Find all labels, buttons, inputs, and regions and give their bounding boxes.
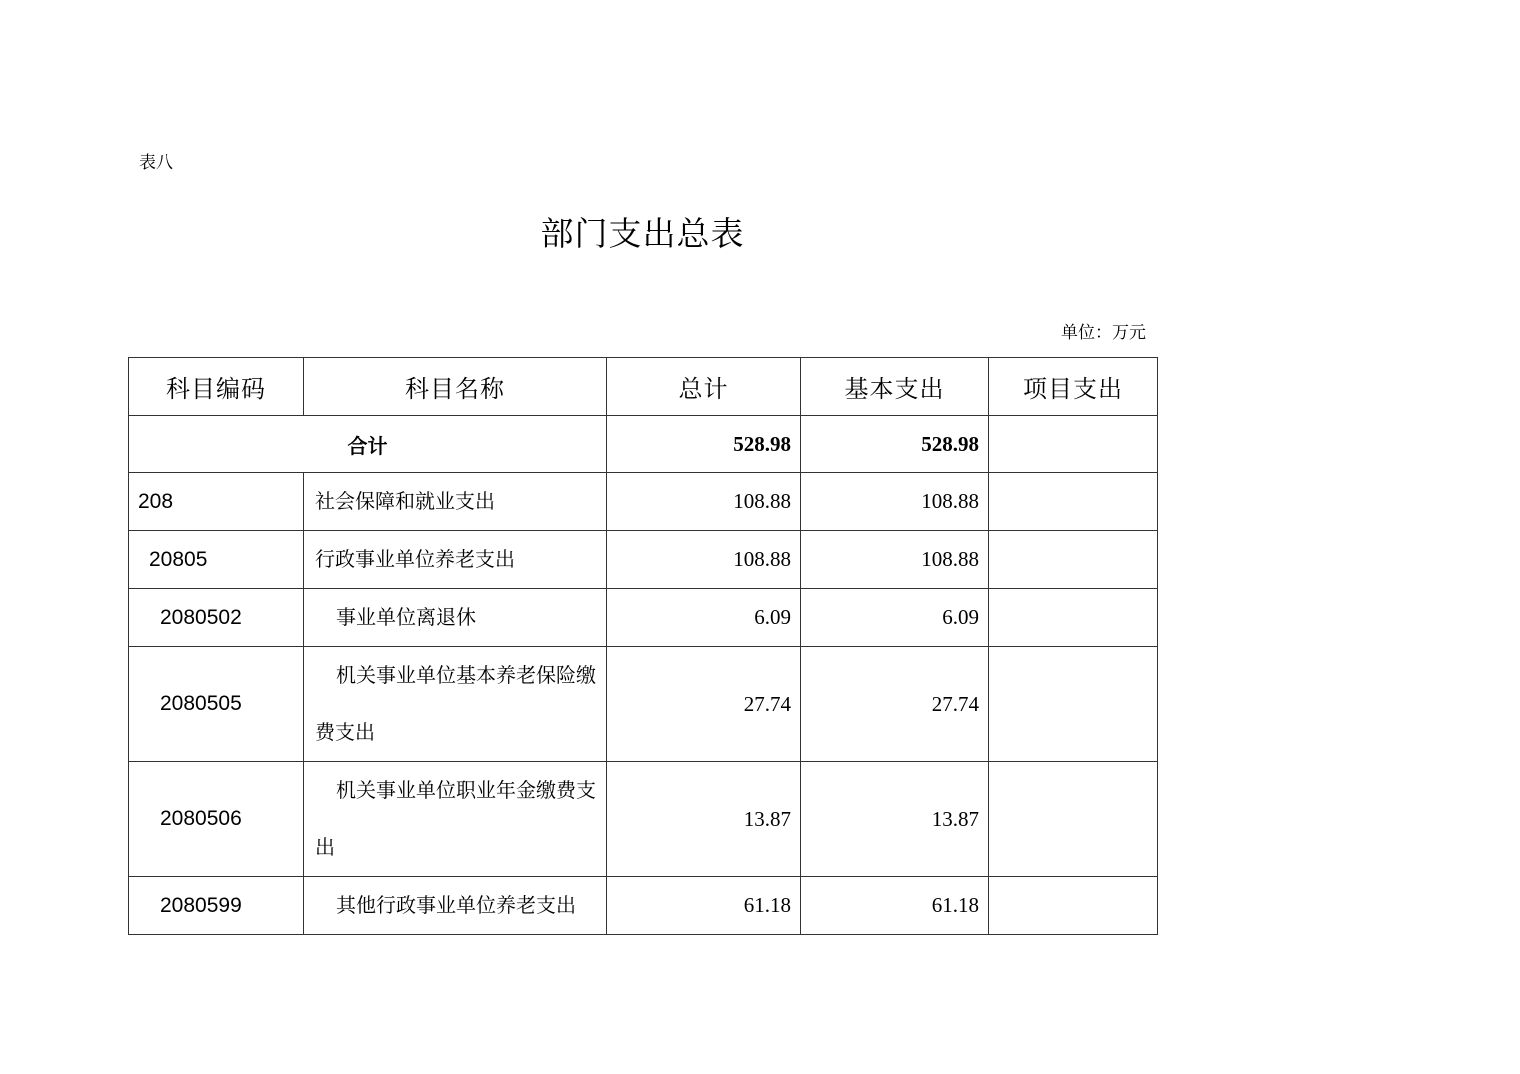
subject-name-cell: 行政事业单位养老支出 — [304, 531, 607, 589]
subject-code-cell: 20805 — [129, 531, 304, 589]
page-title: 部门支出总表 — [540, 214, 745, 253]
table-row — [129, 877, 1158, 935]
header-subject-name: 科目名称 — [304, 358, 607, 416]
project-cell — [989, 647, 1158, 762]
table-number: 表八 — [139, 153, 173, 173]
basic-cell: 61.18 — [801, 877, 989, 935]
total-cell: 6.09 — [607, 589, 801, 647]
table-header-row — [129, 358, 1158, 416]
table-row — [129, 647, 1158, 762]
table-row — [129, 589, 1158, 647]
total-label: 合计 — [129, 416, 607, 473]
header-total: 总计 — [607, 358, 801, 416]
subject-name-cell: 其他行政事业单位养老支出 — [304, 877, 607, 935]
project-cell — [989, 473, 1158, 531]
unit-label: 单位：万元 — [1061, 323, 1146, 343]
basic-cell: 108.88 — [801, 531, 989, 589]
subject-code-cell: 2080502 — [129, 589, 304, 647]
basic-cell: 6.09 — [801, 589, 989, 647]
header-basic-expenditure: 基本支出 — [801, 358, 989, 416]
subject-name-cell: 机关事业单位职业年金缴费支出 — [304, 762, 607, 877]
table-row — [129, 473, 1158, 531]
expenditure-table — [128, 357, 1158, 935]
total-cell: 108.88 — [607, 531, 801, 589]
subject-code-cell: 208 — [129, 473, 304, 531]
subject-code-cell: 2080506 — [129, 762, 304, 877]
total-cell: 61.18 — [607, 877, 801, 935]
subject-name-cell: 事业单位离退休 — [304, 589, 607, 647]
table-row — [129, 762, 1158, 877]
project-cell — [989, 762, 1158, 877]
header-project-expenditure: 项目支出 — [989, 358, 1158, 416]
basic-cell: 13.87 — [801, 762, 989, 877]
total-cell: 108.88 — [607, 473, 801, 531]
total-total-value: 528.98 — [607, 416, 801, 473]
project-cell — [989, 531, 1158, 589]
total-project-value — [989, 416, 1158, 473]
total-basic-value: 528.98 — [801, 416, 989, 473]
subject-name-cell: 机关事业单位基本养老保险缴费支出 — [304, 647, 607, 762]
header-subject-code: 科目编码 — [129, 358, 304, 416]
total-cell: 27.74 — [607, 647, 801, 762]
basic-cell: 27.74 — [801, 647, 989, 762]
project-cell — [989, 589, 1158, 647]
total-row — [129, 416, 1158, 473]
basic-cell: 108.88 — [801, 473, 989, 531]
total-cell: 13.87 — [607, 762, 801, 877]
table-row — [129, 531, 1158, 589]
subject-code-cell: 2080505 — [129, 647, 304, 762]
subject-name-cell: 社会保障和就业支出 — [304, 473, 607, 531]
project-cell — [989, 877, 1158, 935]
subject-code-cell: 2080599 — [129, 877, 304, 935]
